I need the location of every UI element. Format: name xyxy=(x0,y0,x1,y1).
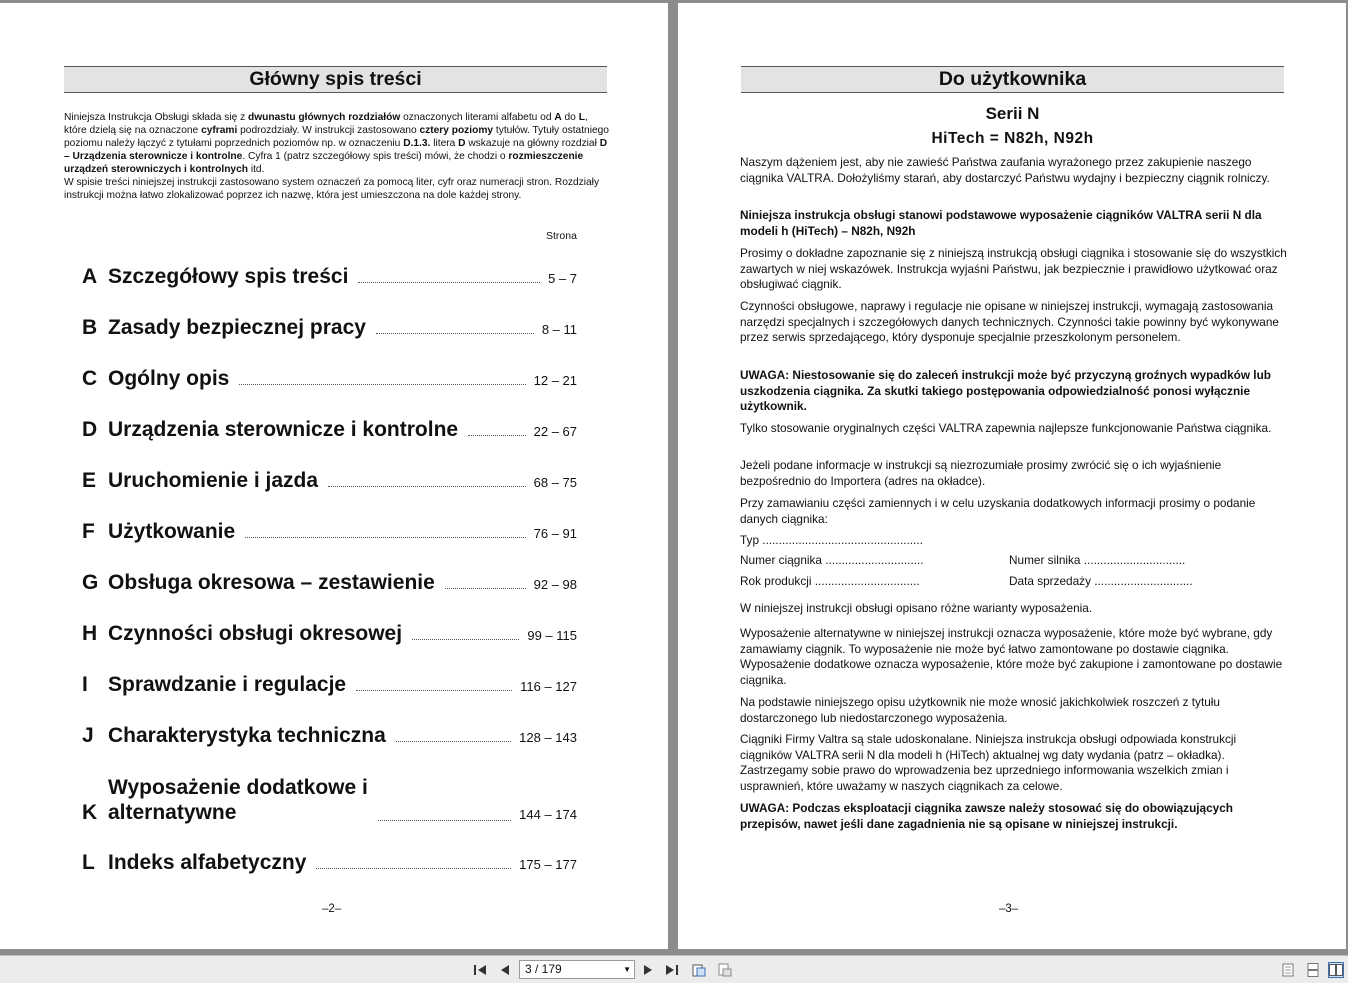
toc-entry[interactable] xyxy=(82,316,577,340)
page-number: –3– xyxy=(999,903,1019,915)
toc-leader-dots xyxy=(239,384,525,385)
intro-segment: Niniejsza Instrukcja Obsługi składa się z xyxy=(64,112,249,123)
page-column-label: Strona xyxy=(546,230,577,242)
toc-letter: E xyxy=(82,469,97,492)
toc-title xyxy=(108,775,368,825)
toc-letter: C xyxy=(82,367,98,390)
toc-entry[interactable] xyxy=(82,520,577,544)
toc-letter: G xyxy=(82,571,99,594)
paragraph: Czynności obsługowe, naprawy i regulacje nie opisane w niniejszej instrukcji, wymagają zastosowania narzędzi specjalnych i szczegółowych danych technicznych. Czynności takie powinny być wykonywane przez serwis sprzedającego, który dysponuje specjalnie przeszkolonym personelem. xyxy=(740,299,1279,345)
continuous-page-icon[interactable] xyxy=(1305,962,1321,978)
paragraph: Ciągniki Firmy Valtra są stale udoskonalane. Niniejsza instrukcja obsługi odpowiada konstrukcji ciągników VALTRA serii N dla modeli h (HiTech) aktualnej wg daty wydania (patrz – okładka). Zastrzegamy sobie prawo do wprowadzenia bez uprzedniego informowania wszelkich zmian i usprawnień, które uważamy w naszych ciągnikach za celowe. xyxy=(740,732,1237,793)
paragraph: Naszym dążeniem jest, aby nie zawieść Państwa zaufania wyrażonego przez zakupienie naszego ciągnika VALTRA. Dołożyliśmy starań, aby dostarczyć Państwu wydajny i bezpieczny ciągnik rolniczy. xyxy=(740,155,1270,185)
toc-pages: 175 – 177 xyxy=(519,857,577,872)
paragraph-bold: Niniejsza instrukcja obsługi stanowi podstawowe wyposażenie ciągników VALTRA serii N dla modeli h (HiTech) – N82h, N92h xyxy=(740,208,1262,238)
toc-pages: 92 – 98 xyxy=(533,577,577,592)
toc-pages: 99 – 115 xyxy=(527,628,577,643)
toc-entry[interactable] xyxy=(82,367,577,391)
intro-segment: oznaczonych literami alfabetu od xyxy=(400,112,555,123)
paragraph: Na podstawie niniejszego opisu użytkownik nie może wnosić jakichkolwiek roszczeń z tytułu dostarczonego lub niedostarczonego wyposażenia. xyxy=(740,695,1220,725)
toc-title: Zasady bezpiecznej pracy xyxy=(108,316,366,339)
paragraph: Przy zamawianiu części zamiennych i w celu uzyskania dodatkowych informacji prosimy o podanie danych ciągnika: xyxy=(740,496,1256,526)
intro-segment: D xyxy=(458,138,466,149)
intro-text xyxy=(64,111,609,202)
toc-pages: 76 – 91 xyxy=(533,526,577,541)
intro-segment: rozmieszczenie urządzeń sterowniczych i kontrolnych xyxy=(64,151,584,175)
toc-entry[interactable] xyxy=(82,724,577,748)
previous-page-icon[interactable] xyxy=(497,962,513,978)
toc-leader-dots xyxy=(328,486,526,487)
toc-title: Ogólny opis xyxy=(108,367,230,390)
toc-title: Charakterystyka techniczna xyxy=(108,724,386,747)
page-indicator: 3 / 179 xyxy=(525,962,562,976)
warning-paragraph: UWAGA: Niestosowanie się do zaleceń instrukcji może być przyczyną groźnych wypadków lub uszkodzenia ciągnika. Za skutki takiego postępowania odpowiedzialność ponosi wyłącznie użytkownik. xyxy=(740,368,1271,414)
toc-title: Obsługa okresowa – zestawienie xyxy=(108,571,435,594)
toc-entry[interactable] xyxy=(82,469,577,493)
toc-leader-dots xyxy=(358,282,540,283)
toc-title: Czynności obsługi okresowej xyxy=(108,622,403,645)
toc-entry[interactable] xyxy=(82,571,577,595)
field-rok-produkcji: Rok produkcji ................................ xyxy=(740,574,920,588)
intro-segment: podrozdziały. W instrukcji zastosowano xyxy=(237,125,420,136)
single-page-icon[interactable] xyxy=(1280,962,1296,978)
toc-pages: 12 – 21 xyxy=(533,373,577,388)
toc-title: Indeks alfabetyczny xyxy=(108,851,307,874)
intro-segment: do xyxy=(561,112,579,123)
toc-entry[interactable] xyxy=(82,673,577,697)
toc-letter: L xyxy=(82,851,95,874)
toc-pages: 22 – 67 xyxy=(533,424,577,439)
last-page-icon[interactable] xyxy=(664,962,680,978)
next-page-icon[interactable] xyxy=(640,962,656,978)
toc-entry[interactable] xyxy=(82,775,577,825)
intro-segment: dwunastu głównych rozdziałów xyxy=(248,112,401,123)
toc-entry[interactable] xyxy=(82,418,577,442)
intro-segment: cyframi xyxy=(201,125,238,136)
toc-letter: H xyxy=(82,622,98,645)
chevron-down-icon: ▼ xyxy=(623,965,631,974)
toc-leader-dots xyxy=(316,868,511,869)
toc-leader-dots xyxy=(376,333,534,334)
intro-segment: itd. xyxy=(247,164,265,175)
toc-entry[interactable] xyxy=(82,851,577,875)
fit-icon[interactable] xyxy=(717,962,733,978)
toc-letter: K xyxy=(82,801,98,824)
field-typ: Typ ................................................. xyxy=(740,533,923,547)
toc-letter: I xyxy=(82,673,88,696)
toc-letter: F xyxy=(82,520,95,543)
intro-segment: A xyxy=(554,112,562,123)
toc-title-line: alternatywne xyxy=(108,801,237,824)
page-number: –2– xyxy=(322,903,342,915)
page-title: Do użytkownika xyxy=(741,66,1284,93)
intro-segment: L xyxy=(578,112,585,123)
warning-paragraph: UWAGA: Podczas eksploatacji ciągnika zawsze należy stosować się do obowiązujących przepisów, nawet jeśli dane zagadnienia nie są opisane w niniejszej instrukcji. xyxy=(740,801,1234,831)
toc-pages: 128 – 143 xyxy=(519,730,577,745)
toc-leader-dots xyxy=(396,741,511,742)
page-2 xyxy=(0,3,668,949)
toc-letter: J xyxy=(82,724,94,747)
intro-segment: D.1.3. xyxy=(403,138,431,149)
toc-pages: 8 – 11 xyxy=(541,322,577,337)
facing-pages-icon[interactable] xyxy=(1328,962,1344,978)
models-title: HiTech = N82h, N92h xyxy=(931,130,1094,147)
toc-pages: 68 – 75 xyxy=(533,475,577,490)
toc-pages: 5 – 7 xyxy=(548,271,577,286)
intro-segment: D – Urządzenia sterownicze i kontrolne xyxy=(64,138,608,162)
toc-letter: D xyxy=(82,418,98,441)
intro-segment: , które dzielą się na oznaczone xyxy=(64,112,588,136)
page-number-select[interactable] xyxy=(519,960,635,979)
toc-pages: 116 – 127 xyxy=(520,679,577,694)
paragraph: Jeżeli podane informacje w instrukcji są niezrozumiałe prosimy zwrócić się o ich wyjaśnienie bezpośrednio do Importera (adres na okładce). xyxy=(740,458,1222,488)
paragraph: Wyposażenie alternatywne w niniejszej instrukcji oznacza wyposażenie, które może być wybrane, gdy zamawiamy ciągnik. To wyposażenie nie może być łatwo zamontowane po dostawie ciągnika. Wyposażenie dodatkowe oznacza wyposażenie, które może być zakupione i zamontowane po dostawie ciągnika. xyxy=(740,626,1283,687)
toc-title: Sprawdzanie i regulacje xyxy=(108,673,347,696)
field-numer-silnika: Numer silnika ............................... xyxy=(1009,553,1186,567)
toc-leader-dots xyxy=(356,690,512,691)
toc-title: Uruchomienie i jazda xyxy=(108,469,319,492)
paragraph: W niniejszej instrukcji obsługi opisano różne warianty wyposażenia. xyxy=(740,601,1093,615)
intro-segment: cztery poziomy xyxy=(419,125,494,136)
paragraph: Prosimy o dokładne zapoznanie się z niniejszą instrukcją obsługi ciągnika i stosowanie się do wszystkich zawartych w niej wskazówek. Instrukcja wyjaśni Państwu, jak bezpiecznie i prawidłowo użytkować oraz obsługiwać ciągnik. xyxy=(740,246,1287,292)
toc-title: Urządzenia sterownicze i kontrolne xyxy=(108,418,459,441)
first-page-icon[interactable] xyxy=(472,962,488,978)
toc-letter: A xyxy=(82,265,98,288)
field-numer-ciagnika: Numer ciągnika .............................. xyxy=(740,553,924,567)
intro-paragraph-2: W spisie treści niniejszej instrukcji zastosowano system oznaczeń za pomocą liter, cyfr oraz numeracji stron. Rozdziały instrukcji można łatwo zlokalizować poprzez ich nazwę, która jest umieszczona na dole każdej strony. xyxy=(64,177,600,201)
toc-leader-dots xyxy=(245,537,525,538)
field-data-sprzedazy: Data sprzedaży .............................. xyxy=(1009,574,1193,588)
toc-title-line: Wyposażenie dodatkowe i xyxy=(108,776,368,799)
toc-leader-dots xyxy=(468,435,526,436)
intro-segment: tytułów. Tytuły ostatniego poziomu należy łączyć z tytułami poprzednich poziomów np. w oznaczeniu xyxy=(64,125,609,149)
toc-leader-dots xyxy=(445,588,526,589)
toc-pages: 144 – 174 xyxy=(519,807,577,822)
page-3 xyxy=(678,3,1346,949)
toc-leader-dots xyxy=(378,820,511,821)
rotate-icon[interactable] xyxy=(691,962,707,978)
page-title: Główny spis treści xyxy=(64,66,607,93)
toc-title: Użytkowanie xyxy=(108,520,236,543)
series-title: Serii N xyxy=(985,104,1040,123)
toc-entry[interactable] xyxy=(82,622,577,646)
toc-letter: B xyxy=(82,316,98,339)
toc-entry[interactable] xyxy=(82,265,577,289)
paragraph: Tylko stosowanie oryginalnych części VALTRA zapewnia najlepsze funkcjonowanie Państwa ciągnika. xyxy=(740,421,1272,435)
toc-leader-dots xyxy=(412,639,519,640)
intro-paragraph xyxy=(64,112,609,175)
viewer-toolbar xyxy=(0,955,1348,983)
intro-segment: wskazuje na główny rozdział xyxy=(465,138,600,149)
toc-title: Szczegółowy spis treści xyxy=(108,265,349,288)
intro-segment: . Cyfra 1 (patrz szczegółowy spis treści) mówi, że chodzi o xyxy=(242,151,509,162)
intro-segment: litera xyxy=(430,138,459,149)
